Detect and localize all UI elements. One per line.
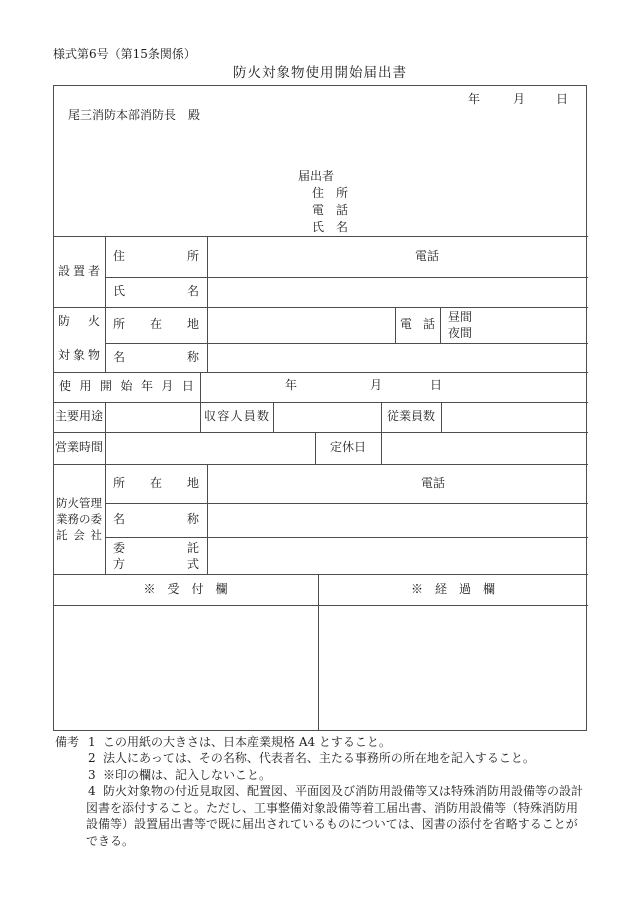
employees-label: 従 業 員 数: [387, 409, 436, 424]
addressee-line: 尾三消防本部消防長 殿: [68, 108, 201, 122]
note-text: 設備等）設置届出書等で既に届出されているものについては、図書の添付を省略することが: [86, 817, 578, 831]
start-date-month-label: 月: [370, 378, 383, 392]
note-line: [0, 818, 630, 834]
note-text: できる。: [86, 834, 135, 848]
contractor-group-label: [53, 464, 105, 574]
start-date-label: 使 用 開 始 年 月 日: [59, 379, 194, 394]
contractor-method-label: [105, 537, 207, 574]
form-title: 防火対象物使用開始届出書: [233, 65, 407, 81]
note-line: [0, 835, 630, 851]
contractor-name-label: 名 称: [113, 512, 199, 527]
closed-day-label: 定休日: [329, 440, 366, 455]
note-number: 3: [88, 768, 96, 782]
note-text: この用紙の大きさは、日本産業規格 A4 とすること。: [103, 735, 391, 749]
contractor-phone-label: 電話: [421, 476, 446, 490]
notifier-address-label: 住 所: [312, 186, 349, 200]
notes-label: 備考: [55, 735, 80, 749]
business-hours-field: [106, 433, 314, 463]
fire-object-phone-label: 電 話: [400, 317, 435, 332]
note-text: 防火対象物の付近見取図、配置図、平面図及び消防用設備等又は特殊消防用設備等の設計: [103, 784, 584, 798]
daytime-label: 昼間: [448, 310, 473, 324]
start-date-year-label: 年: [285, 378, 298, 392]
note-number: 4: [88, 784, 96, 798]
contractor-group-line2: 業 務 の 委: [56, 512, 102, 526]
fire-object-phone-times: [448, 307, 508, 343]
reception-column-header: ※ 受 付 欄: [143, 581, 228, 596]
progress-column-header: ※ 経 過 欄: [410, 581, 495, 596]
note-line: [0, 752, 630, 768]
fire-object-group-line1: 防 火: [58, 314, 100, 328]
note-line: [0, 736, 630, 752]
note-text: ※印の欄は、記入しないこと。: [103, 768, 272, 782]
contractor-method-line1: 委 託: [113, 540, 199, 555]
contractor-group-line1: 防 火 管 理: [56, 496, 102, 510]
fire-object-location-field: [208, 308, 394, 342]
fire-object-location-label: 所 在 地: [113, 317, 199, 332]
installer-name-field: [208, 278, 587, 306]
employees-field: [442, 403, 587, 431]
reception-stamp-area: [54, 606, 318, 730]
note-line: [0, 802, 630, 818]
business-hours-label: 営 業 時 間: [55, 440, 104, 455]
fire-object-group-label: [53, 307, 105, 372]
header-date-year-label: 年: [468, 92, 481, 106]
progress-stamp-area: [319, 606, 587, 730]
contractor-location-label: 所 在 地: [113, 475, 199, 490]
contractor-location-field: [208, 465, 587, 502]
start-date-day-label: 日: [430, 378, 443, 392]
fire-object-name-field: [208, 344, 587, 371]
installer-address-field: [208, 237, 587, 277]
note-text: 図書を添付すること。ただし、工事整備対象設備等着工届出書、消防用設備等（特殊消防用: [86, 801, 579, 815]
closed-day-field: [382, 433, 587, 463]
installer-address-label: 住 所: [113, 248, 199, 263]
fire-object-group-line2: 対 象 物: [58, 348, 100, 362]
form-number: 様式第6号（第15条関係）: [53, 47, 196, 61]
contractor-group-line3: 託 会 社: [56, 528, 102, 542]
note-line: [0, 769, 630, 785]
fire-object-name-label: 名 称: [113, 349, 199, 364]
header-date-day-label: 日: [556, 92, 569, 106]
notifier-phone-label: 電 話: [312, 203, 349, 217]
note-number: 2: [88, 751, 96, 765]
installer-group-label: 設 置 者: [58, 263, 100, 278]
note-text: 法人にあっては、その名称、代表者名、主たる事務所の所在地を記入すること。: [103, 751, 535, 765]
night-label: 夜間: [448, 326, 473, 340]
installer-phone-label: 電話: [415, 249, 440, 263]
contractor-name-field: [208, 504, 587, 536]
notifier-name-label: 氏 名: [312, 220, 349, 234]
capacity-field: [274, 403, 380, 431]
main-use-label: 主 要 用 途: [55, 409, 104, 424]
note-number: 1: [88, 735, 96, 749]
capacity-label: 収 容 人 員 数: [204, 409, 269, 424]
contractor-method-line2: 方 式: [113, 556, 199, 571]
main-use-field: [106, 403, 199, 431]
header-date-month-label: 月: [513, 92, 526, 106]
contractor-method-field: [208, 538, 587, 573]
grid-line: [440, 307, 441, 343]
note-line: [0, 785, 630, 801]
installer-name-label: 氏 名: [113, 284, 199, 299]
notifier-label: 届出者: [298, 169, 335, 183]
